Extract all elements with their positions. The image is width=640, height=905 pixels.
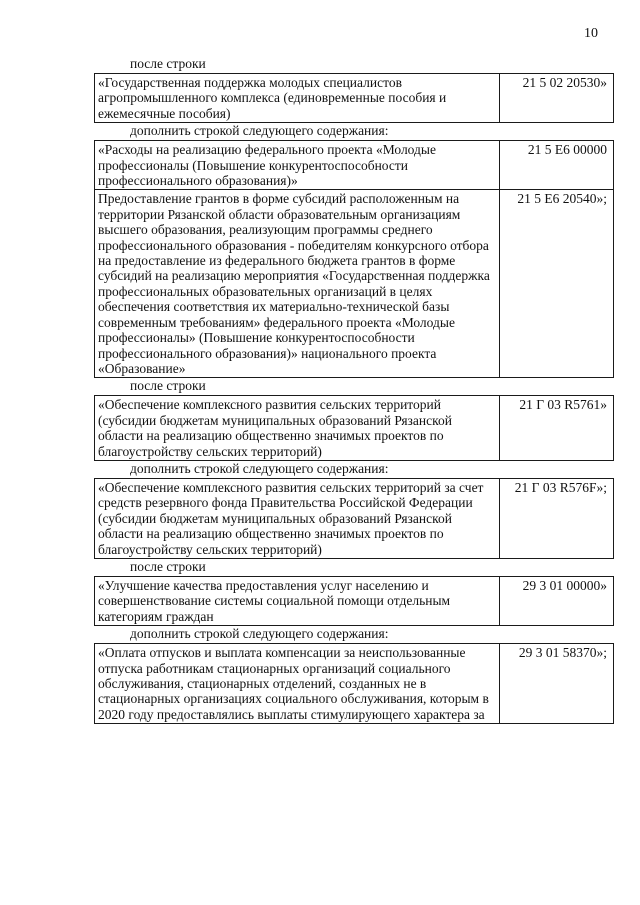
- row-code: 21 5 02 20530»: [500, 74, 614, 123]
- code-table: [94, 643, 614, 724]
- row-description: «Обеспечение комплексного развития сельских территорий (субсидии бюджетам муниципальных образований Рязанской области на реализацию общественно значимых проектов по благоустройству сельских территорий): [95, 396, 500, 461]
- row-description: «Государственная поддержка молодых специалистов агропромышленного комплекса (единовременные пособия и ежемесячные пособия): [95, 74, 500, 123]
- table-row: [95, 396, 614, 461]
- code-table: [94, 395, 614, 461]
- intro-line: дополнить строкой следующего содержания:: [130, 460, 389, 476]
- table-row: [95, 141, 614, 190]
- table-row: [95, 478, 614, 558]
- row-code: 29 3 01 00000»: [500, 576, 614, 625]
- page-number: 10: [584, 26, 598, 41]
- intro-line: после строки: [130, 56, 206, 71]
- row-code: 21 5 Е6 20540»;: [500, 190, 614, 378]
- row-code: 29 3 01 58370»;: [500, 644, 614, 724]
- table-row: [95, 576, 614, 625]
- code-table: [94, 576, 614, 626]
- intro-line: после строки: [130, 378, 206, 394]
- code-table: [94, 140, 614, 378]
- intro-line: дополнить строкой следующего содержания:: [130, 123, 389, 139]
- row-description: «Улучшение качества предоставления услуг населению и совершенствование системы социальной помощи отдельным категориям граждан: [95, 576, 500, 625]
- table-row: [95, 74, 614, 123]
- intro-line: после строки: [130, 558, 206, 574]
- row-code: 21 Г 03 R576F»;: [500, 478, 614, 558]
- table-row: [95, 644, 614, 724]
- row-description: «Оплата отпусков и выплата компенсации за неиспользованные отпуска работникам стационарных организаций социального обслуживания, стационарных отделений, созданных не в стационарных организациях социального обслуживания, которым в 2020 году предоставлялись выплаты стимулирующего характера за: [95, 644, 500, 724]
- row-code: 21 Г 03 R5761»: [500, 396, 614, 461]
- row-description: Предоставление грантов в форме субсидий расположенным на территории Рязанской области образовательным организациям высшего образования, реализующим программы среднего профессионального образования - победителям конкурсного отбора на предоставление из федерального бюджета грантов в форме субсидий на реализацию мероприятия «Государственная поддержка профессиональных образовательных организаций в целях обеспечения соответствия их материально-технической базы современным требованиям» федерального проекта «Молодые профессионалы» (Повышение конкурентоспособности профессионального образования)» национального проекта «Образование»: [95, 190, 500, 378]
- document-body: [94, 56, 607, 724]
- row-description: «Обеспечение комплексного развития сельских территорий за счет средств резервного фонда Правительства Российской Федерации (субсидии бюджетам муниципальных образований Рязанской области на реализацию общественно значимых проектов по благоустройству сельских территорий): [95, 478, 500, 558]
- code-table: [94, 73, 614, 123]
- code-table: [94, 478, 614, 559]
- table-row: [95, 190, 614, 378]
- row-description: «Расходы на реализацию федерального проекта «Молодые профессионалы (Повышение конкурентоспособности профессионального образования)»: [95, 141, 500, 190]
- row-code: 21 5 Е6 00000: [500, 141, 614, 190]
- intro-line: дополнить строкой следующего содержания:: [130, 626, 389, 642]
